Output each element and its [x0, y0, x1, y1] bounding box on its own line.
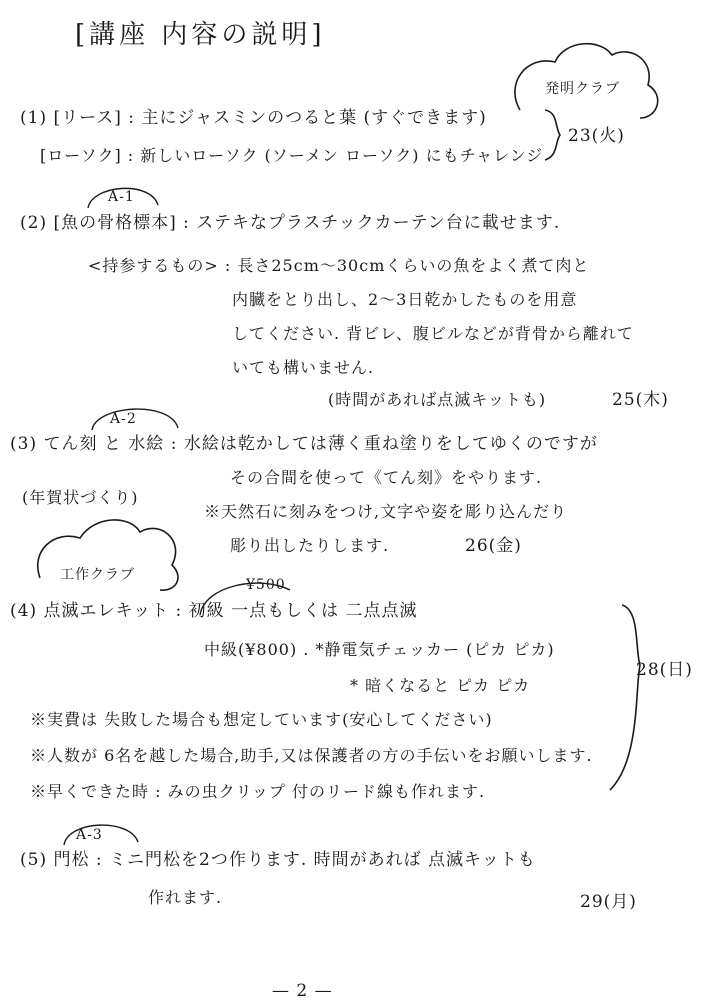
sec4-line1: (4) 点滅エレキット : 初級 一点もしくは 二点点滅	[10, 601, 418, 621]
sec4-note1: ※実費は 失敗した場合も想定しています(安心してください)	[30, 710, 493, 729]
sec2-date: 25(木)	[612, 390, 669, 410]
sec2-line5: いても構いません.	[232, 358, 375, 377]
sec3-line2: その合間を使って《てん刻》をやります.	[230, 468, 543, 487]
sec1-line2: [ローソク] : 新しいローソク (ソーメン ローソク) にもチャレンジ	[40, 146, 544, 165]
sec2-line4: してください. 背ビレ、腹ビルなどが背骨から離れて	[232, 324, 634, 343]
sec4-date: 28(日)	[636, 660, 693, 680]
sec3-line1: (3) てん刻 と 水絵 : 水絵は乾かしては薄く重ね塗りをしてゆくのですが	[10, 434, 598, 454]
brace-sec4	[610, 605, 640, 790]
sec3-code: A-2	[110, 411, 137, 427]
sec1-date: 23(火)	[568, 126, 625, 146]
sec5-line1: (5) 門松 : ミニ門松を2つ作ります. 時間があれば 点滅キットも	[20, 850, 536, 870]
sec2-code: A-1	[108, 189, 135, 205]
sec3-line3: ※天然石に刻みをつけ,文字や姿を彫り込んだり	[204, 502, 568, 521]
sec3-date: 26(金)	[465, 536, 522, 556]
sec2-line3: 内臓をとり出し、2〜3日乾かしたものを用意	[232, 290, 578, 309]
club-hatsumei-label: 発明クラブ	[545, 81, 620, 97]
sec5-line2: 作れます.	[148, 888, 223, 907]
club-kousaku-label: 工作クラブ	[60, 567, 135, 583]
page-title: [講座 内容の説明]	[75, 20, 326, 50]
sec5-date: 29(月)	[580, 892, 637, 912]
brace-sec1	[545, 110, 560, 160]
sec2-line6: (時間があれば点滅キットも)	[328, 390, 547, 409]
sec2-line1: (2) [魚の骨格標本] : ステキなプラスチックカーテン台に載せます.	[20, 213, 561, 233]
sec4-price-beginner: ¥500	[246, 577, 286, 593]
sec4-note3: ※早くできた時 : みの虫クリップ 付のリード線も作れます.	[30, 782, 486, 801]
sec2-line2: <持参するもの> : 長さ25cm〜30cmくらいの魚をよく煮て肉と	[88, 256, 590, 275]
sec5-code: A-3	[76, 827, 103, 843]
sec4-line3: * 暗くなると ピカ ピカ	[350, 676, 531, 695]
page-number: — 2 —	[272, 981, 333, 1001]
sec4-line2: 中級(¥800) . *静電気チェッカー (ピカ ピカ)	[204, 640, 555, 659]
sec3-side-note: (年賀状づくり)	[22, 488, 139, 507]
sec1-line1: (1) [リース] : 主にジャスミンのつると葉 (すぐできます)	[20, 108, 487, 128]
sec3-line4: 彫り出したりします.	[230, 536, 390, 555]
sec4-note2: ※人数が 6名を越した場合,助手,又は保護者の方の手伝いをお願いします.	[30, 746, 593, 765]
